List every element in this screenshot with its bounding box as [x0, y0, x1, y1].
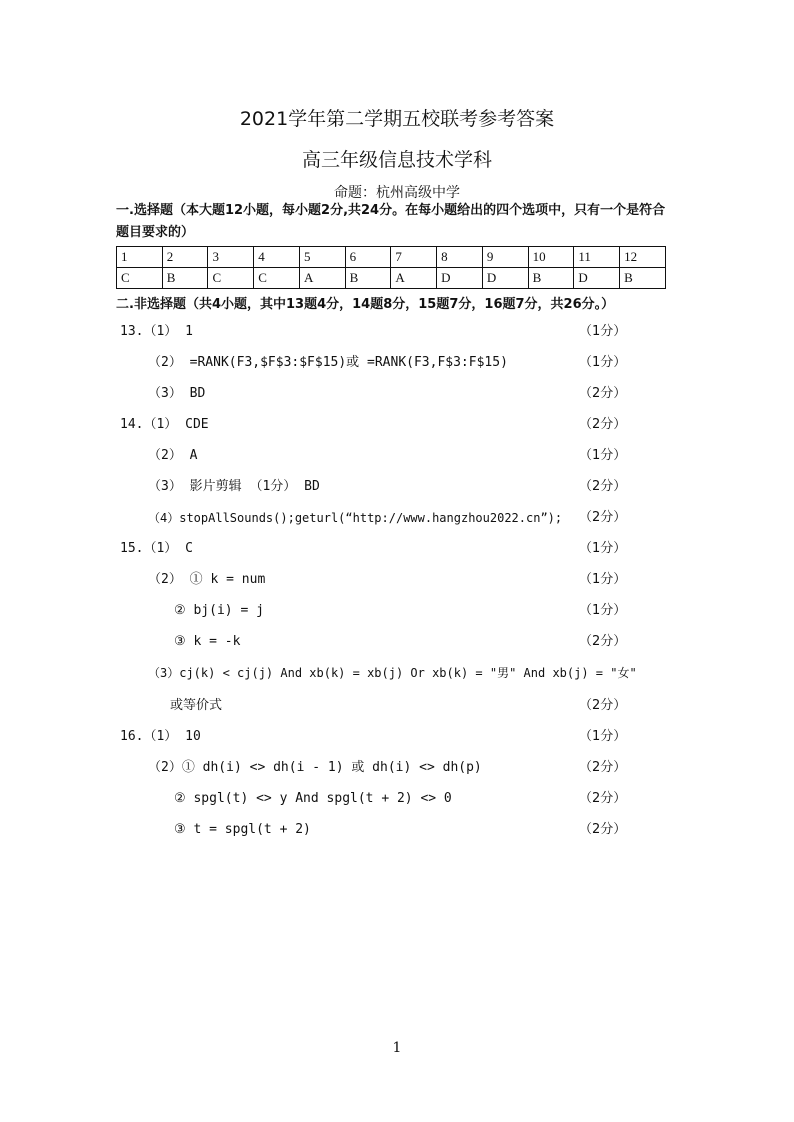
- answer-line: ② spgl(t) <> y And spgl(t + 2) <> 0: [174, 791, 452, 806]
- question-number-cell: 12: [620, 247, 666, 268]
- score-label: （1分）: [579, 355, 627, 370]
- subject-title: 高三年级信息技术学科: [301, 149, 492, 171]
- author-line: 命题：杭州高级中学: [334, 185, 460, 201]
- answer-cell: D: [437, 268, 483, 289]
- answer-cell: C: [254, 268, 300, 289]
- score-label: （1分）: [579, 324, 627, 339]
- answer-cell: A: [299, 268, 345, 289]
- answer-cell: D: [574, 268, 620, 289]
- question-number-cell: 6: [345, 247, 391, 268]
- answer-line: 15.（1） C: [120, 541, 193, 556]
- answer-cell: B: [345, 268, 391, 289]
- answer-line: （4）stopAllSounds();geturl(“http://www.hangzhou2022.cn”);: [148, 511, 563, 525]
- question-number-cell: 7: [391, 247, 437, 268]
- score-label: （2分）: [579, 386, 627, 401]
- score-label: （2分）: [579, 822, 627, 837]
- score-label: （1分）: [579, 572, 627, 587]
- score-label: （2分）: [579, 698, 627, 713]
- score-label: （1分）: [579, 448, 627, 463]
- question-number-cell: 11: [574, 247, 620, 268]
- score-label: （2分）: [579, 634, 627, 649]
- question-number-cell: 10: [528, 247, 574, 268]
- answer-cell: B: [528, 268, 574, 289]
- answer-line: （3）cj(k) < cj(j) And xb(k) = xb(j) Or xb(k) = "男" And xb(j) = "女": [148, 666, 637, 680]
- score-label: （2分）: [579, 510, 627, 525]
- question-number-cell: 1: [117, 247, 163, 268]
- question-number-cell: 3: [208, 247, 254, 268]
- answer-line: （2） ① k = num: [148, 572, 266, 587]
- answer-cell: A: [391, 268, 437, 289]
- answer-line: 14.（1） CDE: [120, 417, 209, 432]
- answer-line: （2） =RANK(F3,$F$3:$F$15)或 =RANK(F3,F$3:F$15): [148, 355, 508, 370]
- answer-cell: C: [208, 268, 254, 289]
- answer-line: （3） 影片剪辑 （1分） BD: [148, 479, 320, 494]
- score-label: （1分）: [579, 541, 627, 556]
- document-title: 2021学年第二学期五校联考参考答案: [239, 108, 555, 130]
- answer-table-answer-row: [117, 268, 666, 289]
- answer-cell: B: [620, 268, 666, 289]
- question-number-cell: 4: [254, 247, 300, 268]
- question-number-cell: 2: [162, 247, 208, 268]
- question-number-cell: 5: [299, 247, 345, 268]
- score-label: （2分）: [579, 417, 627, 432]
- answer-line: ② bj(i) = j: [174, 603, 264, 618]
- answer-cell: B: [162, 268, 208, 289]
- question-number-cell: 8: [437, 247, 483, 268]
- answer-line: （3） BD: [148, 386, 206, 401]
- answer-line: 16.（1） 10: [120, 729, 201, 744]
- score-label: （2分）: [579, 791, 627, 806]
- answer-line: ③ k = -k: [174, 634, 241, 649]
- section2-heading: 二.非选择题（共4小题，其中13题4分，14题8分，15题7分，16题7分，共26分。）: [116, 297, 615, 312]
- answer-table: [116, 246, 666, 289]
- score-label: （2分）: [579, 760, 627, 775]
- answer-cell: D: [482, 268, 528, 289]
- score-label: （1分）: [579, 603, 627, 618]
- answer-cell: C: [117, 268, 163, 289]
- answer-table-number-row: [117, 247, 666, 268]
- section1-heading: 一.选择题（本大题12小题，每小题2分,共24分。在每小题给出的四个选项中，只有一个是符合题目要求的）: [116, 203, 666, 240]
- answer-line: （2）① dh(i) <> dh(i - 1) 或 dh(i) <> dh(p): [148, 760, 482, 775]
- answer-line: （2） A: [148, 448, 198, 463]
- answer-line: 13.（1） 1: [120, 324, 193, 339]
- answer-line: 或等价式: [170, 698, 223, 713]
- score-label: （1分）: [579, 729, 627, 744]
- page-number: 1: [392, 1040, 402, 1056]
- question-number-cell: 9: [482, 247, 528, 268]
- answer-line: ③ t = spgl(t + 2): [174, 822, 311, 837]
- score-label: （2分）: [579, 479, 627, 494]
